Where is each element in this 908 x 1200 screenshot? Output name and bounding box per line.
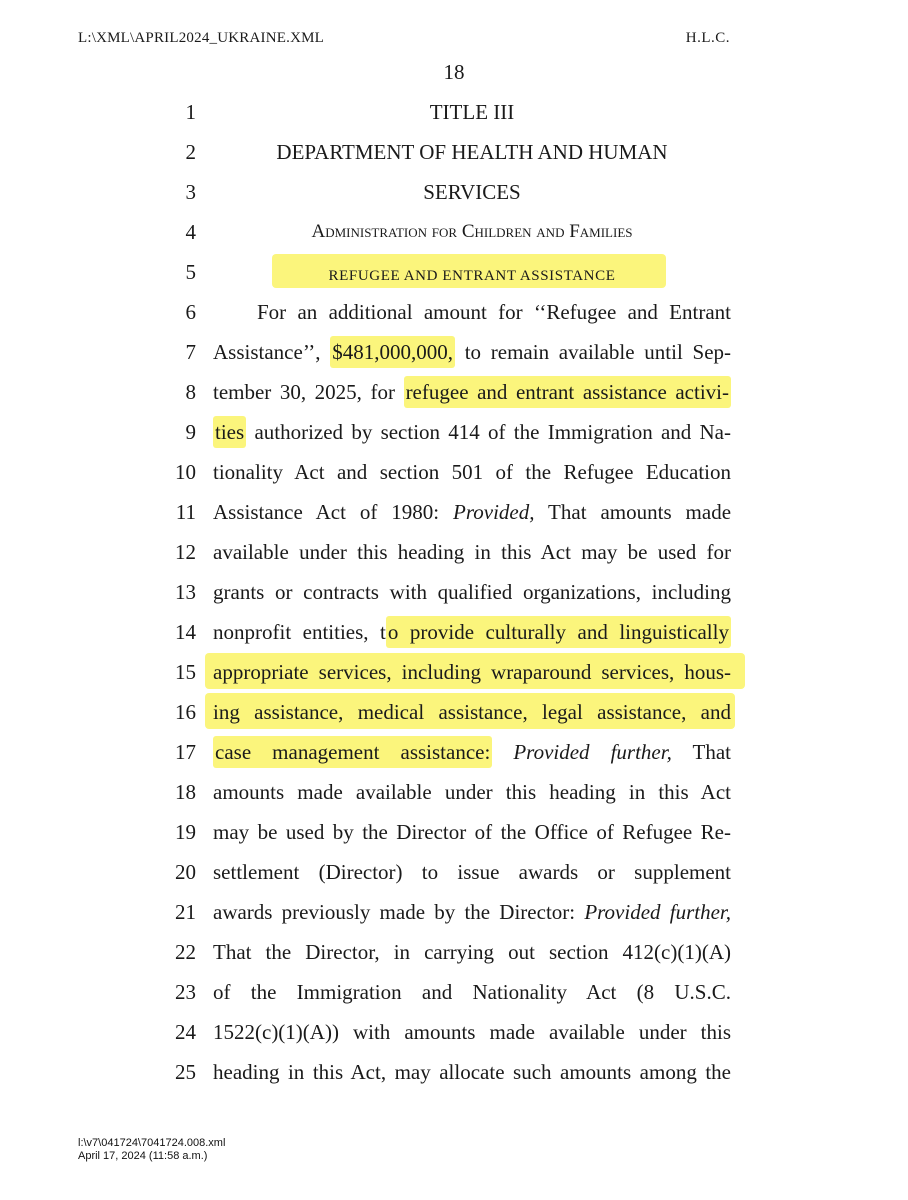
line-number: 6: [185, 300, 196, 324]
line-number: 5: [185, 260, 196, 284]
paragraph-line: 1522(c)(1)(A)) with amounts made available under this: [213, 1020, 731, 1044]
text-segment: nonprofit entities, t: [213, 620, 386, 644]
paragraph-line: [213, 418, 731, 446]
paragraph-line: may be used by the Director of the Office of Refugee Re-: [213, 820, 731, 844]
line-number: 23: [175, 980, 196, 1004]
paragraph-line: of the Immigration and Nationality Act (8 U.S.C.: [213, 980, 731, 1004]
highlighted-text: refugee and entrant assistance activi-: [404, 376, 731, 408]
document-line: [0, 138, 908, 178]
paragraph-line: [213, 338, 731, 366]
italic-proviso: Provided,: [453, 500, 535, 524]
line-number: 7: [185, 340, 196, 364]
line-number: 16: [175, 700, 196, 724]
document-line: [0, 858, 908, 898]
document-line: [0, 618, 908, 658]
paragraph-line: heading in this Act, may allocate such amounts among the: [213, 1060, 731, 1084]
paragraph-line-highlighted: ing assistance, medical assistance, legal assistance, and: [213, 700, 731, 724]
paragraph-line: [213, 618, 731, 646]
line-number: 22: [175, 940, 196, 964]
line-number: 20: [175, 860, 196, 884]
paragraph-line: amounts made available under this heading in this Act: [213, 780, 731, 804]
document-line: [0, 498, 908, 538]
line-number: 12: [175, 540, 196, 564]
text-segment: awards previously made by the Director:: [213, 900, 576, 924]
text-segment: That amounts made: [548, 500, 732, 524]
document-line: [0, 778, 908, 818]
text-segment: tember 30, 2025, for: [213, 380, 395, 404]
document-line: [0, 698, 908, 738]
document-footer: [78, 1137, 225, 1163]
paragraph-line: tionality Act and section 501 of the Refugee Education: [213, 460, 731, 484]
department-heading-cont: SERVICES: [423, 180, 521, 204]
document-line: [0, 338, 908, 378]
document-line: [0, 1018, 908, 1058]
line-number: 11: [175, 500, 196, 524]
footer-doc-path: l:\v7\041724\7041724.008.xml: [78, 1137, 226, 1149]
page-number: 18: [443, 60, 465, 84]
line-number: 13: [175, 580, 196, 604]
paragraph-line: [213, 898, 731, 926]
paragraph-line: grants or contracts with qualified organizations, including: [213, 580, 731, 604]
highlighted-text: o provide culturally and linguistically: [386, 616, 731, 648]
text-segment: That: [692, 740, 732, 764]
document-line: [0, 658, 908, 698]
italic-proviso: Provided further,: [513, 740, 672, 764]
paragraph-line: [213, 378, 731, 406]
line-number: 1: [185, 100, 196, 124]
document-line: [0, 818, 908, 858]
text-segment: to remain available until Sep-: [464, 340, 732, 364]
line-number: 10: [175, 460, 196, 484]
document-line: [0, 218, 908, 258]
highlighted-text: ties: [213, 416, 246, 448]
department-heading: DEPARTMENT OF HEALTH AND HUMAN: [276, 140, 668, 164]
line-number: 19: [175, 820, 196, 844]
highlighted-text: case management assistance:: [213, 736, 492, 768]
line-number: 9: [185, 420, 196, 444]
highlighted-amount: $481,000,000,: [330, 336, 455, 368]
line-number: 8: [185, 380, 196, 404]
document-line: [0, 898, 908, 938]
italic-proviso: Provided further,: [584, 900, 731, 924]
text-segment: Assistance Act of 1980:: [213, 500, 440, 524]
line-number: 25: [175, 1060, 196, 1084]
paragraph-line: [213, 738, 731, 766]
document-line: [0, 98, 908, 138]
document-line: [0, 298, 908, 338]
document-line: [0, 178, 908, 218]
document-line: [0, 418, 908, 458]
text-segment: authorized by section 414 of the Immigration and Na-: [254, 420, 732, 444]
account-heading: REFUGEE AND ENTRANT ASSISTANCE: [328, 268, 616, 284]
paragraph-line: settlement (Director) to issue awards or supplement: [213, 860, 731, 884]
paragraph-line: For an additional amount for ‘‘Refugee and Entrant: [257, 300, 731, 324]
document-line: [0, 538, 908, 578]
paragraph-line: [213, 498, 731, 526]
line-number: 15: [175, 660, 196, 684]
line-number: 4: [185, 220, 196, 244]
line-number: 17: [175, 740, 196, 764]
line-number: 2: [185, 140, 196, 164]
document-line: [0, 978, 908, 1018]
line-number: 21: [175, 900, 196, 924]
agency-heading: Administration for Children and Families: [311, 221, 633, 242]
line-number: 18: [175, 780, 196, 804]
line-number: 3: [185, 180, 196, 204]
document-line: [0, 738, 908, 778]
document-line: [0, 258, 908, 298]
document-line: [0, 378, 908, 418]
line-number: 24: [175, 1020, 196, 1044]
line-number: 14: [175, 620, 196, 644]
text-segment: Assistance’’,: [213, 340, 321, 364]
document-line: [0, 458, 908, 498]
title-heading: TITLE III: [429, 100, 515, 124]
footer-date: April 17, 2024 (11:58 a.m.): [78, 1150, 208, 1162]
paragraph-line: That the Director, in carrying out section 412(c)(1)(A): [213, 940, 731, 964]
paragraph-line-highlighted: appropriate services, including wraparound services, hous-: [213, 660, 731, 684]
paragraph-line: available under this heading in this Act may be used for: [213, 540, 731, 564]
file-path-header: L:\XML\APRIL2024_UKRAINE.XML: [78, 30, 325, 46]
document-line: [0, 578, 908, 618]
document-line: [0, 938, 908, 978]
office-header: H.L.C.: [685, 30, 730, 46]
document-line: [0, 1058, 908, 1098]
